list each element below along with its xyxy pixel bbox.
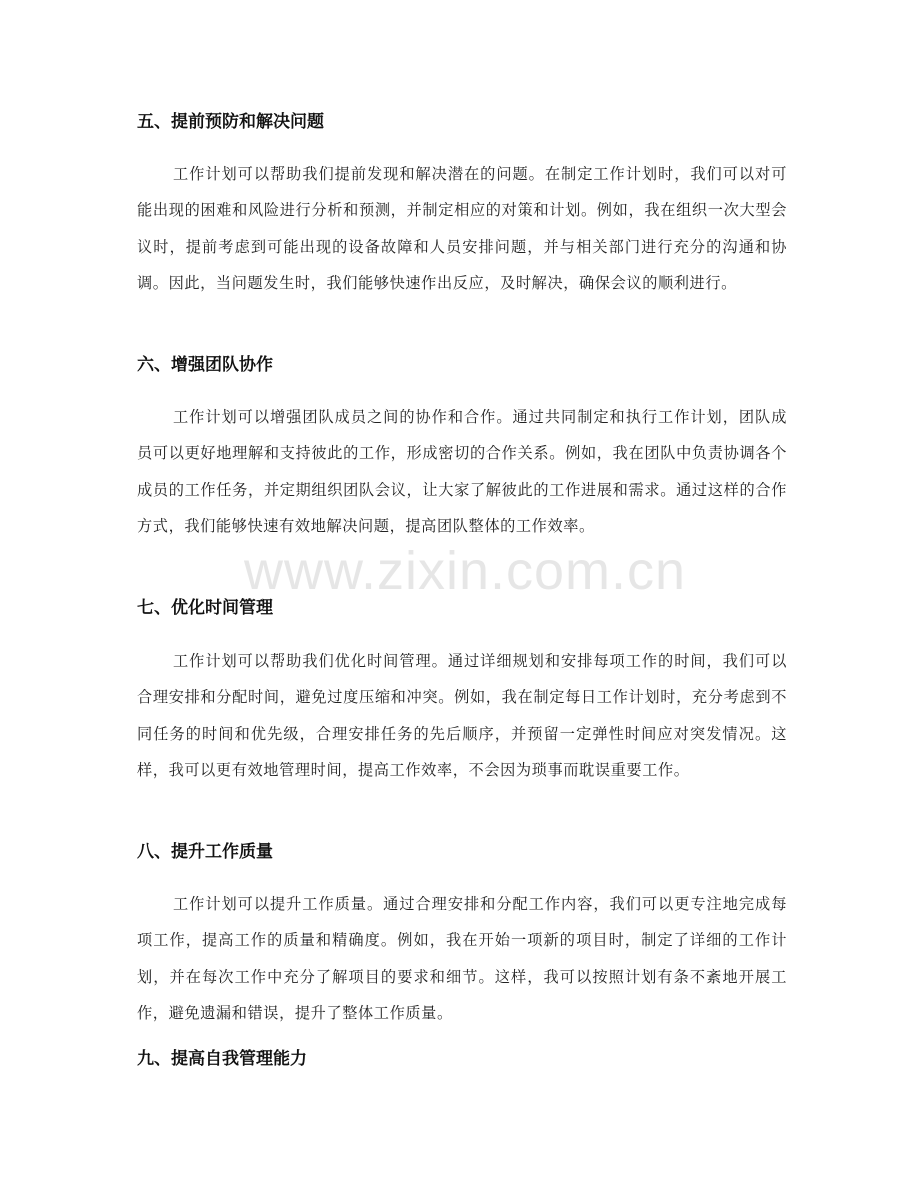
section-heading-7: 七、优化时间管理 [137, 598, 273, 618]
section-paragraph-5: 工作计划可以帮助我们提前发现和解决潜在的问题。在制定工作计划时，我们可以对可能出现的困难和风险进行分析和预测，并制定相应的对策和计划。例如，我在组织一次大型会议时，提前考虑到可能出现的设备故障和人员安排问题，并与相关部门进行充分的沟通和协调。因此，当问题发生时，我们能够快速作出反应，及时解决，确保会议的顺利进行。 [137, 165, 787, 293]
section-heading-6: 六、增强团队协作 [137, 355, 273, 375]
watermark: www.zixin.com.cn [243, 541, 687, 601]
section-paragraph-8: 工作计划可以提升工作质量。通过合理安排和分配工作内容，我们可以更专注地完成每项工作，提高工作的质量和精确度。例如，我在开始一项新的项目时，制定了详细的工作计划，并在每次工作中充分了解项目的要求和细节。这样，我可以按照计划有条不紊地开展工作，避免遗漏和错误，提升了整体工作质量。 [137, 895, 787, 1023]
section-paragraph-7: 工作计划可以帮助我们优化时间管理。通过详细规划和安排每项工作的时间，我们可以合理安排和分配时间，避免过度压缩和冲突。例如，我在制定每日工作计划时，充分考虑到不同任务的时间和优先级，合理安排任务的先后顺序，并预留一定弹性时间应对突发情况。这样，我可以更有效地管理时间，提高工作效率，不会因为琐事而耽误重要工作。 [137, 652, 787, 780]
section-paragraph-6: 工作计划可以增强团队成员之间的协作和合作。通过共同制定和执行工作计划，团队成员可以更好地理解和支持彼此的工作，形成密切的合作关系。例如，我在团队中负责协调各个成员的工作任务，并定期组织团队会议，让大家了解彼此的工作进展和需求。通过这样的合作方式，我们能够快速有效地解决问题，提高团队整体的工作效率。 [137, 408, 787, 536]
section-heading-8: 八、提升工作质量 [137, 842, 273, 862]
section-heading-5: 五、提前预防和解决问题 [137, 112, 324, 132]
section-heading-9: 九、提高自我管理能力 [137, 1049, 307, 1069]
